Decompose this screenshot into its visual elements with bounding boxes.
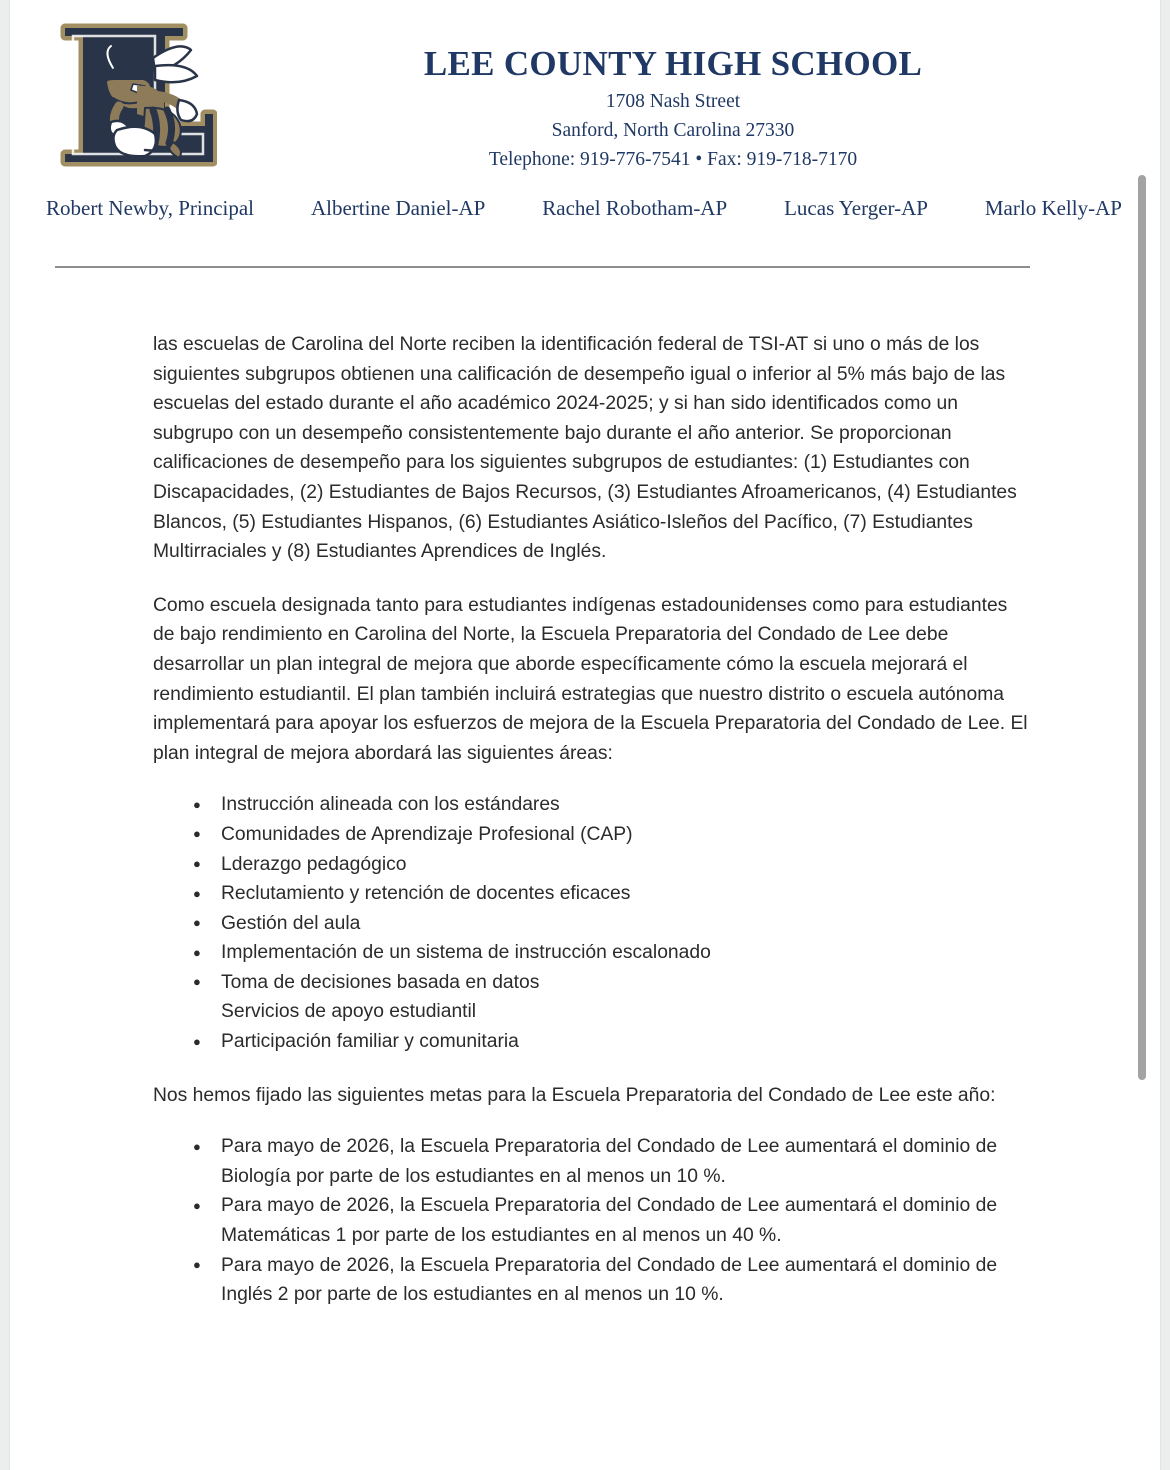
school-address bbox=[220, 89, 1126, 174]
improvement-area-item: Servicios de apoyo estudiantil bbox=[221, 1001, 477, 1023]
school-masthead bbox=[220, 44, 1126, 174]
document-body bbox=[153, 330, 1033, 1334]
improvement-area-item: ● Implementación de un sistema de instrucción escalonado bbox=[193, 938, 1033, 968]
letterhead-divider bbox=[55, 266, 1030, 268]
viewport-gutter-right bbox=[1160, 0, 1170, 1470]
administrator-list bbox=[40, 196, 1128, 221]
address-phone-fax: Telephone: 919-776-7541 • Fax: 919-718-7170 bbox=[488, 149, 858, 170]
paragraph-goals-intro: Nos hemos fijado las siguientes metas para la Escuela Preparatoria del Condado de Lee este año: bbox=[153, 1084, 996, 1106]
address-city-state-zip: Sanford, North Carolina 27330 bbox=[551, 120, 795, 142]
goal-item: ● Para mayo de 2026, la Escuela Preparatoria del Condado de Lee aumentará el dominio de Inglés 2 por parte de los estudiantes en al menos un 10 %. bbox=[193, 1251, 1033, 1310]
vertical-scrollbar-track[interactable] bbox=[1146, 0, 1160, 1470]
improvement-areas-list bbox=[153, 790, 1033, 1056]
goal-item: ● Para mayo de 2026, la Escuela Preparatoria del Condado de Lee aumentará el dominio de Matemáticas 1 por parte de los estudiantes en al menos un 40 %. bbox=[193, 1191, 1033, 1250]
address-street: 1708 Nash Street bbox=[605, 91, 741, 113]
administrator-principal: Robert Newby, Principal bbox=[46, 196, 255, 220]
improvement-area-item: ● Lderazgo pedagógico bbox=[193, 850, 1033, 880]
vertical-scrollbar-thumb[interactable] bbox=[1138, 175, 1146, 1080]
letterhead bbox=[10, 0, 1146, 248]
administrator-ap-1: Albertine Daniel-AP bbox=[310, 196, 486, 220]
improvement-area-item: ● Toma de decisiones basada en datos bbox=[193, 968, 1033, 998]
improvement-area-item: ● Reclutamiento y retención de docentes eficaces bbox=[193, 879, 1033, 909]
improvement-area-item: ● Gestión del aula bbox=[193, 909, 1033, 939]
administrator-ap-3: Lucas Yerger-AP bbox=[784, 196, 928, 220]
viewport-gutter-left bbox=[0, 0, 10, 1470]
paragraph-comprehensive-improvement-plan: Como escuela designada tanto para estudiantes indígenas estadounidenses como para estudiantes de bajo rendimiento en Carolina del Norte, la Escuela Preparatoria del Condado de Lee debe desarrollar un plan integral de mejora que aborde específicamente cómo la escuela mejorará el rendimiento estudiantil. El plan también incluirá estrategias que nuestro distrito o escuela autónoma implementará para apoyar los esfuerzos de mejora de la Escuela Preparatoria del Condado de Lee. El plan integral de mejora abordará las siguientes áreas: bbox=[153, 594, 1028, 764]
administrator-ap-2: Rachel Robotham-AP bbox=[542, 196, 728, 220]
goals-list bbox=[153, 1132, 1033, 1310]
school-name: LEE COUNTY HIGH SCHOOL bbox=[423, 44, 923, 83]
goal-item: ● Para mayo de 2026, la Escuela Preparatoria del Condado de Lee aumentará el dominio de Biología por parte de los estudiantes en al menos un 10 %. bbox=[193, 1132, 1033, 1191]
administrator-ap-4: Marlo Kelly-AP bbox=[984, 196, 1122, 220]
improvement-area-item: ● Participación familiar y comunitaria bbox=[193, 1027, 1033, 1057]
improvement-area-item: ● Instrucción alineada con los estándares bbox=[193, 790, 1033, 820]
document-page bbox=[10, 0, 1146, 1470]
paragraph-tsi-at-identification: las escuelas de Carolina del Norte reciben la identificación federal de TSI-AT si uno o más de los siguientes subgrupos obtienen una calificación de desempeño igual o inferior al 5% más bajo de las escuelas del estado durante el año académico 2024-2025; y si han sido identificados como un subgrupo con un desempeño consistentemente bajo durante el año anterior. Se proporcionan calificaciones de desempeño para los siguientes subgrupos de estudiantes: (1) Estudiantes con Discapacidades, (2) Estudiantes de Bajos Recursos, (3) Estudiantes Afroamericanos, (4) Estudiantes Blancos, (5) Estudiantes Hispanos, (6) Estudiantes Asiático-Isleños del Pacífico, (7) Estudiantes Multirraciales y (8) Estudiantes Aprendices de Inglés. bbox=[153, 334, 1017, 563]
improvement-area-item: ● Comunidades de Aprendizaje Profesional (CAP) bbox=[193, 820, 1033, 850]
school-logo bbox=[45, 22, 217, 180]
